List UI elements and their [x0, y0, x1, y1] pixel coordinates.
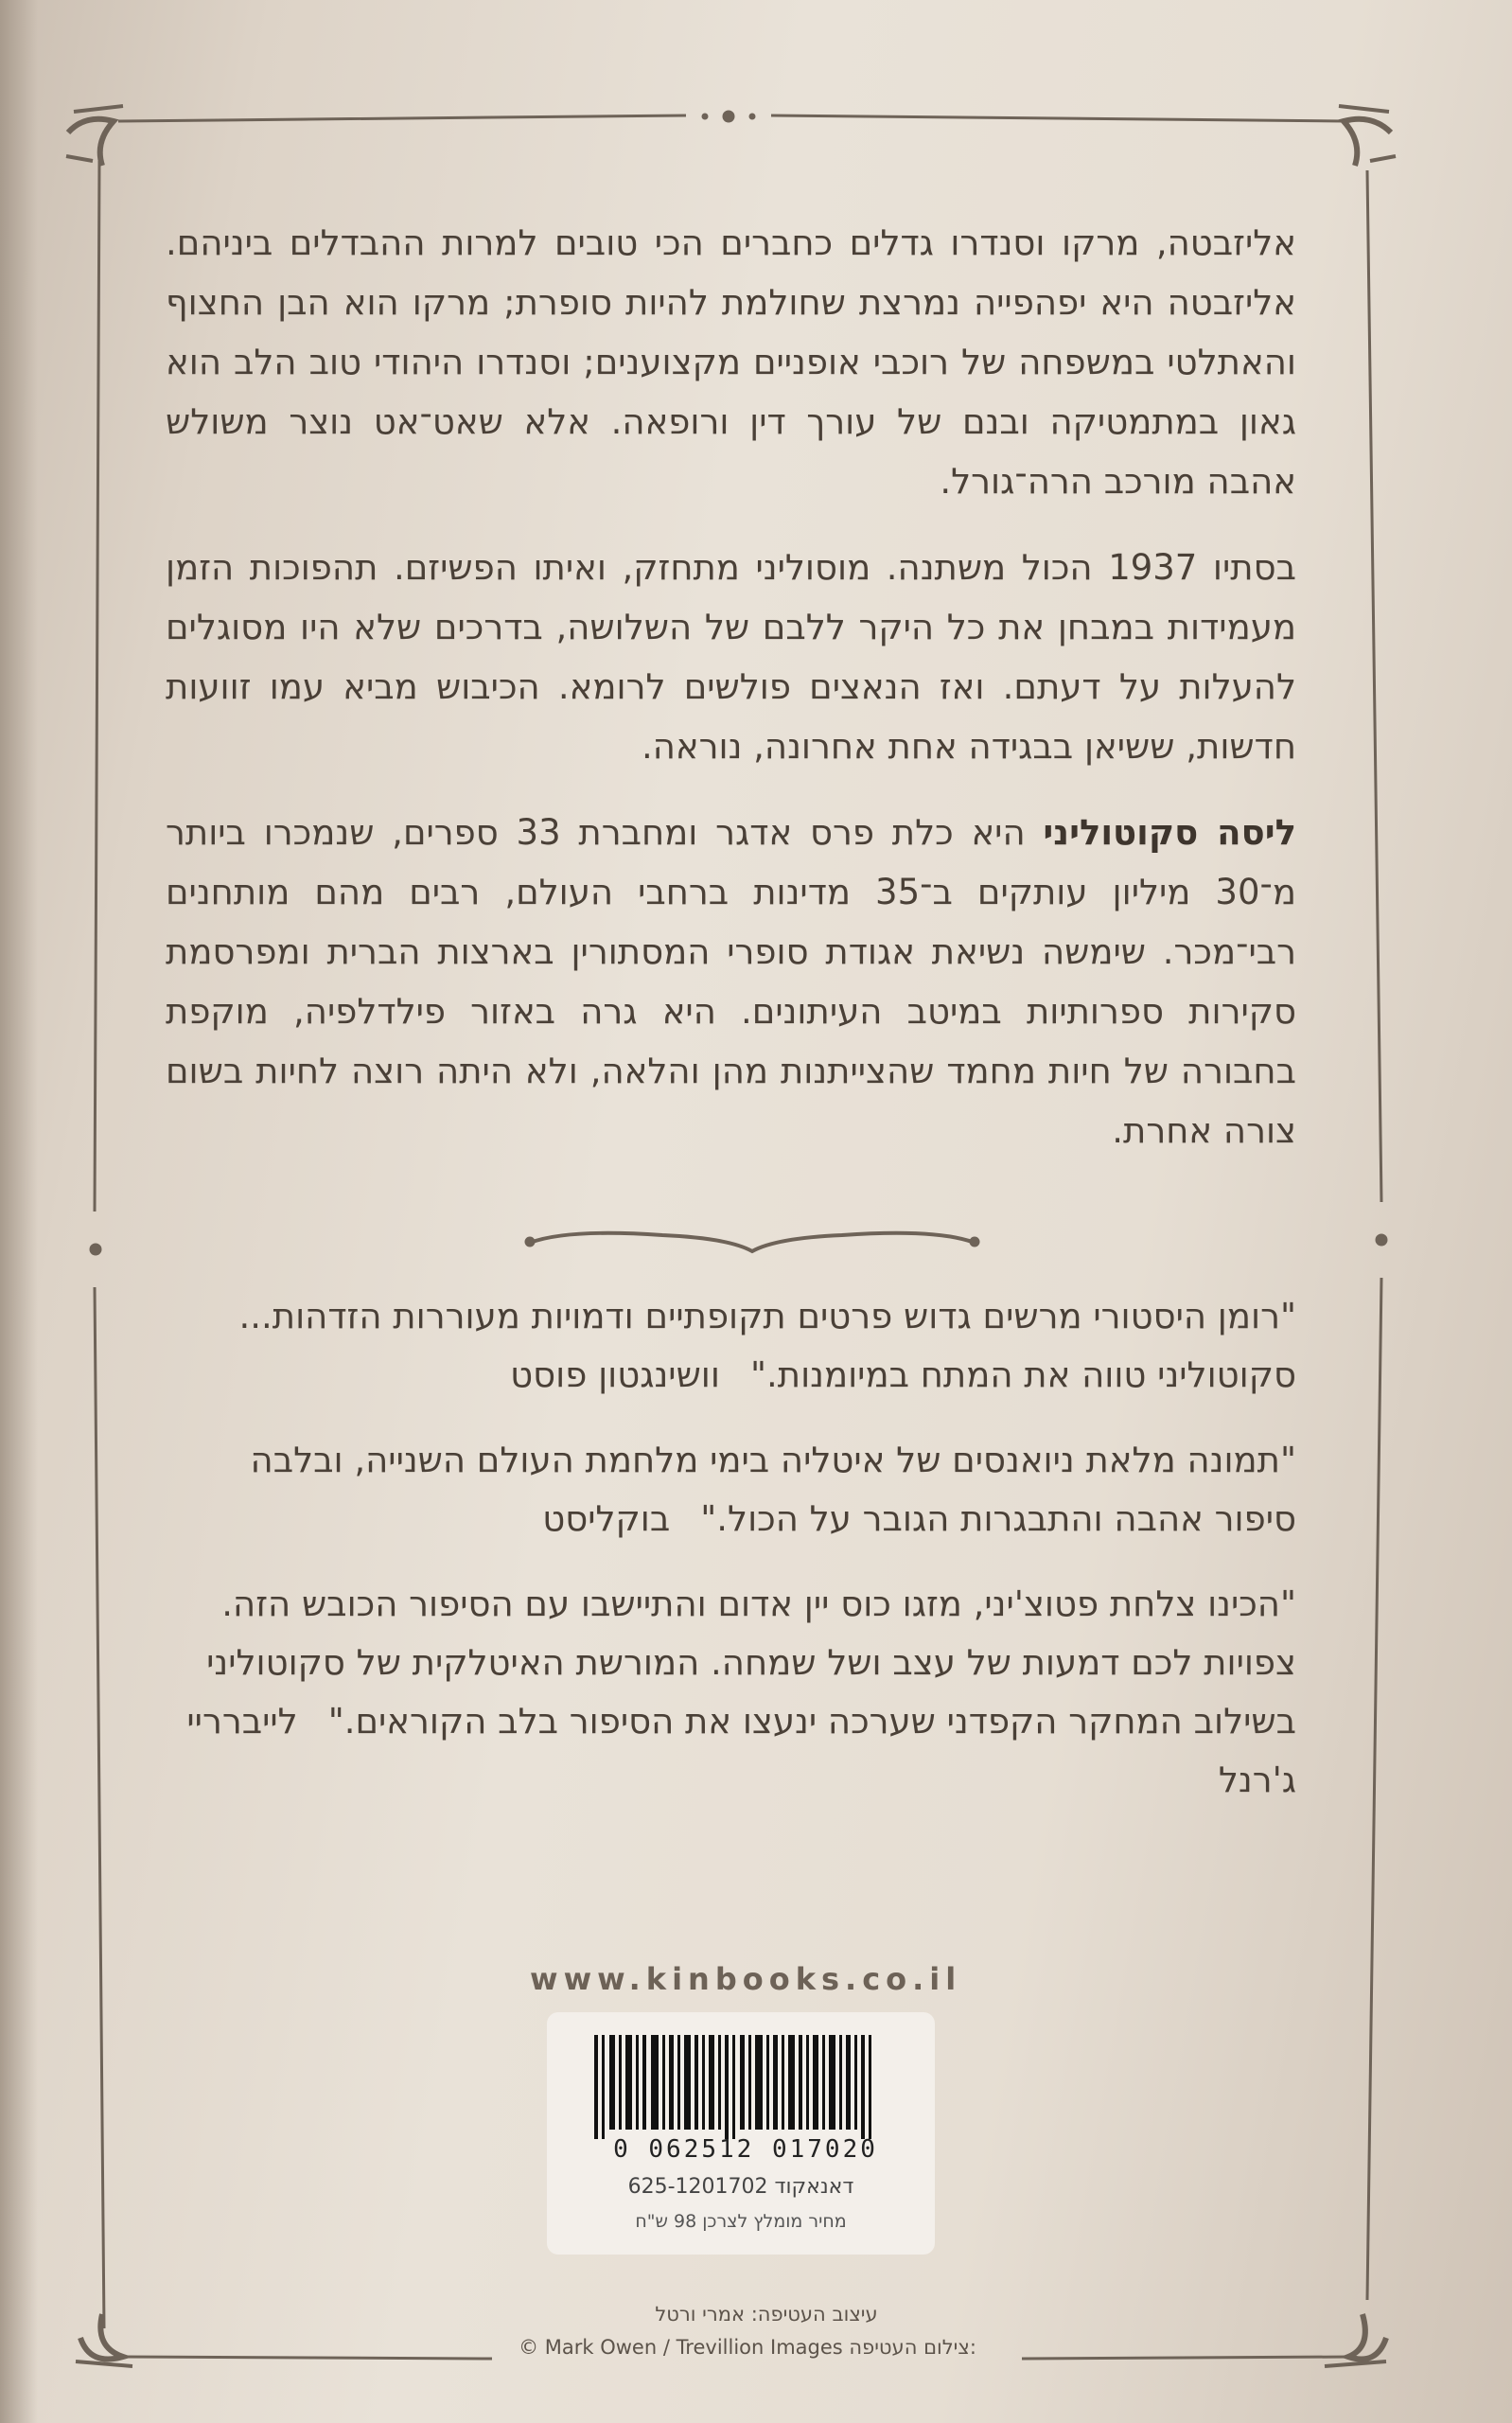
cover-photo-credit	[454, 2336, 1041, 2359]
quote-source: בוקליסט	[542, 1498, 671, 1539]
recommended-price: מחיר מומלץ לצרכן 98 ש"ח	[635, 2211, 847, 2232]
book-description	[166, 213, 1296, 1187]
quote-source: לייברריי ג'רנל	[186, 1701, 1296, 1800]
barcode-label	[547, 2012, 935, 2255]
photo-credit-name: © Mark Owen / Trevillion Images	[519, 2336, 843, 2359]
quote-text: "תמונה מלאת ניואנסים של איטליה בימי מלחמת העולם השנייה, ובלבה סיפור אהבה והתבגרות הגובר על הכול."	[250, 1440, 1296, 1539]
author-name: ליסה סקוטוליני	[1043, 812, 1297, 853]
synopsis-paragraph-2: בסתיו 1937 הכול משתנה. מוסוליני מתחזק, ואיתו הפשיזם. תהפוכות הזמן מעמידות במבחן את כל היקר ללבם של השלושה, בדרכים שלא היו מסוגלים להעלות על דעתם. ואז הנאצים פולשים לרומא. הכיבוש מביא עמו זוועות חדשות, ששיאן בבגידה אחת אחרונה, נוראה.	[166, 547, 1297, 767]
quote-text: "רומן היסטורי מרשים גדוש פרטים תקופתיים ודמויות מעוררות הזדהות... סקוטוליני טווה את המתח במיומנות."	[238, 1296, 1296, 1395]
review-quote	[180, 1575, 1296, 1810]
barcode-icon	[594, 2035, 888, 2139]
publisher-url: www.kinbooks.co.il	[530, 1961, 962, 1997]
barcode-digits: 0 062512 017020	[613, 2135, 878, 2164]
photo-credit-label: צילום העטיפה:	[849, 2336, 976, 2359]
review-quotes	[180, 1287, 1296, 1836]
quote-text: "הכינו צלחת פטוצ'יני, מזגו כוס יין אדום והתיישבו עם הסיפור הכובש הזה. צפויות לכם דמעות של עצב ושל שמחה. המורשת האיטלקית של סקוטוליני בשילוב המחקר הקפדני שערכה ינעצו את הסיפור בלב הקוראים."	[206, 1583, 1296, 1742]
synopsis-paragraph-1: אליזבטה, מרקו וסנדרו גדלים כחברים הכי טובים למרות ההבדלים ביניהם. אליזבטה היא יפהפייה נמרצת שחולמת להיות סופרת; מרקו הוא הבן החצוף והאתלטי במשפחה של רוכבי אופניים מקצוענים; וסנדרו היהודי טוב הלב הוא גאון במתמטיקה ובנם של עורך דין ורופאה. אלא שאט־אט נוצר משולש אהבה מורכב הרה־גורל.	[166, 222, 1296, 502]
cover-design-credit: עיצוב העטיפה: אמרי ורטל	[655, 2303, 878, 2326]
review-quote	[180, 1431, 1296, 1548]
barcode-code: דאנאקוד 625-1201702	[627, 2175, 854, 2199]
author-bio	[166, 803, 1296, 1160]
review-quote	[180, 1287, 1296, 1405]
quote-source: וושינגטון פוסט	[510, 1354, 720, 1395]
author-bio-text: היא כלת פרס אדגר ומחברת 33 ספרים, שנמכרו ביותר מ־30 מיליון עותקים ב־35 מדינות ברחבי העולם, רבים מהם מותחנים רבי־מכר. שימשה נשיאת אגודת סופרי המסתורין בארצות הברית ומפרסמת סקירות ספרותיות במיטב העיתונים. היא גרה באזור פילדלפיה, מוקפת בחבורה של חיות מחמד שהצייתנות מהן והלאה, ולא היתה רוצה לחיות בשום צורה אחרת.	[166, 812, 1296, 1151]
